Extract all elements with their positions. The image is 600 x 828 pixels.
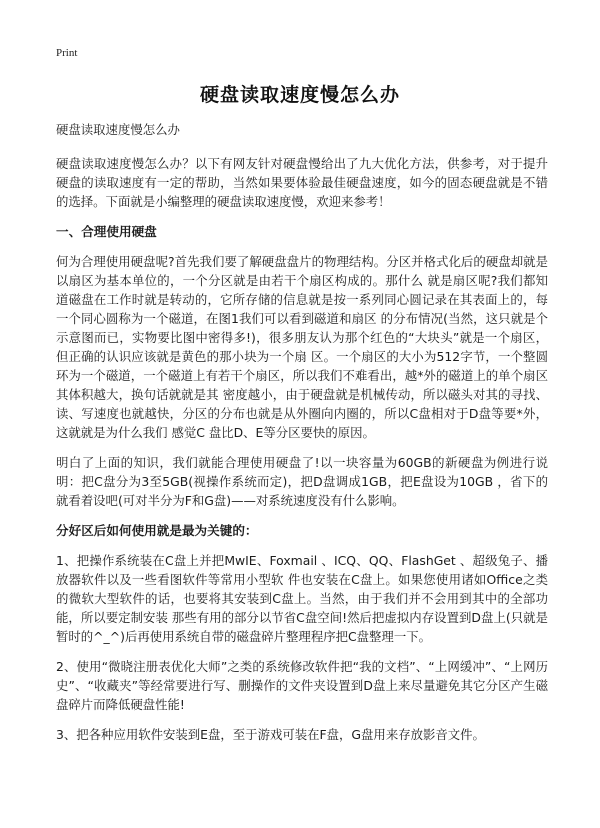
section1-paragraph-2: 明白了上面的知识，我们就能合理使用硬盘了!以一块容量为60GB的新硬盘为例进行说明：把C盘分为3至5GB(视操作系统而定)，把D盘调成1GB，把E盘设为10GB ，省下的就看着设吧(可对半分为F和G盘)——对系统速度没有什么影响。 <box>56 455 548 508</box>
list-item-2: 2、使用“微晓注册表优化大师”之类的系统修改软件把“我的文档”、“上网缓冲”、“上网历史”、“收藏夹”等经常要进行写、删操作的文件夹设置到D盘上来尽量避免其它分区产生磁盘碎片而降低硬盘性能! <box>56 659 548 712</box>
article-subtitle: 硬盘读取速度慢怎么办 <box>56 122 180 137</box>
print-link[interactable]: Print <box>56 47 78 59</box>
list-item-3: 3、把各种应用软件安装到E盘，至于游戏可装在F盘，G盘用来存放影音文件。 <box>56 727 485 742</box>
section-heading-2: 分好区后如何使用就是最为关键的： <box>56 523 258 538</box>
intro-paragraph: 硬盘读取速度慢怎么办？以下有网友针对硬盘慢给出了九大优化方法，供参考，对于提升硬盘的读取速度有一定的帮助，当然如果要体验最佳硬盘速度，如今的固态硬盘就是不错的选择。下面就是小编整理的硬盘读取速度慢，欢迎来参考！ <box>56 156 548 209</box>
page-title: 硬盘读取速度慢怎么办 <box>199 84 400 106</box>
section1-paragraph-1: 何为合理使用硬盘呢?首先我们要了解硬盘盘片的物理结构。分区并格式化后的硬盘却就是以扇区为基本单位的，一个分区就是由若干个扇区构成的。那什么 就是扇区呢?我们都知道磁盘在工作时就是转动的，它所存储的信息就是按一系列同心圆记录在其表面上的，每一个同心圆称为一个磁道，在图1我们可以看到磁道和扇区 的分布情况(当然，这只就是个示意图而已，实物要比图中密得多!)，很多朋友认为那个红色的“大块头”就是一个扇区，但正确的认识应该就是黄色的那小块为一个扇 区。一个扇区的大小为512字节，一个整圆环为一个磁道，一个磁道上有若干个扇区，所以我们不难看出，越*外的磁道上的单个扇区其体积越大，换句话就就是其 密度越小，由于硬盘就是机械传动，所以磁头对其的寻找、读、写速度也就越快，分区的分布也就是从外圈向内圈的，所以C盘相对于D盘等要*外，这就就是为什么我们 感觉C 盘比D、E等分区要快的原因。 <box>56 254 548 440</box>
list-item-1: 1、把操作系统装在C盘上并把MwIE、Foxmail 、ICQ、QQ、FlashGet 、超级兔子、播放器软件以及一些看图软件等常用小型软 件也安装在C盘上。如果您使用诸如Office之类的微软大型软件的话，也要将其安装到C盘上。当然，由于我们并不会用到其中的全部功能，所以要定制安装 那些有用的部分以节省C盘空间!然后把虚拟内存设置到D盘上(只就是暂时的^_^)后再使用系统自带的磁盘碎片整理程序把C盘整理一下。 <box>56 553 548 644</box>
article-body <box>56 120 548 755</box>
section-heading-1: 一、合理使用硬盘 <box>56 224 157 239</box>
